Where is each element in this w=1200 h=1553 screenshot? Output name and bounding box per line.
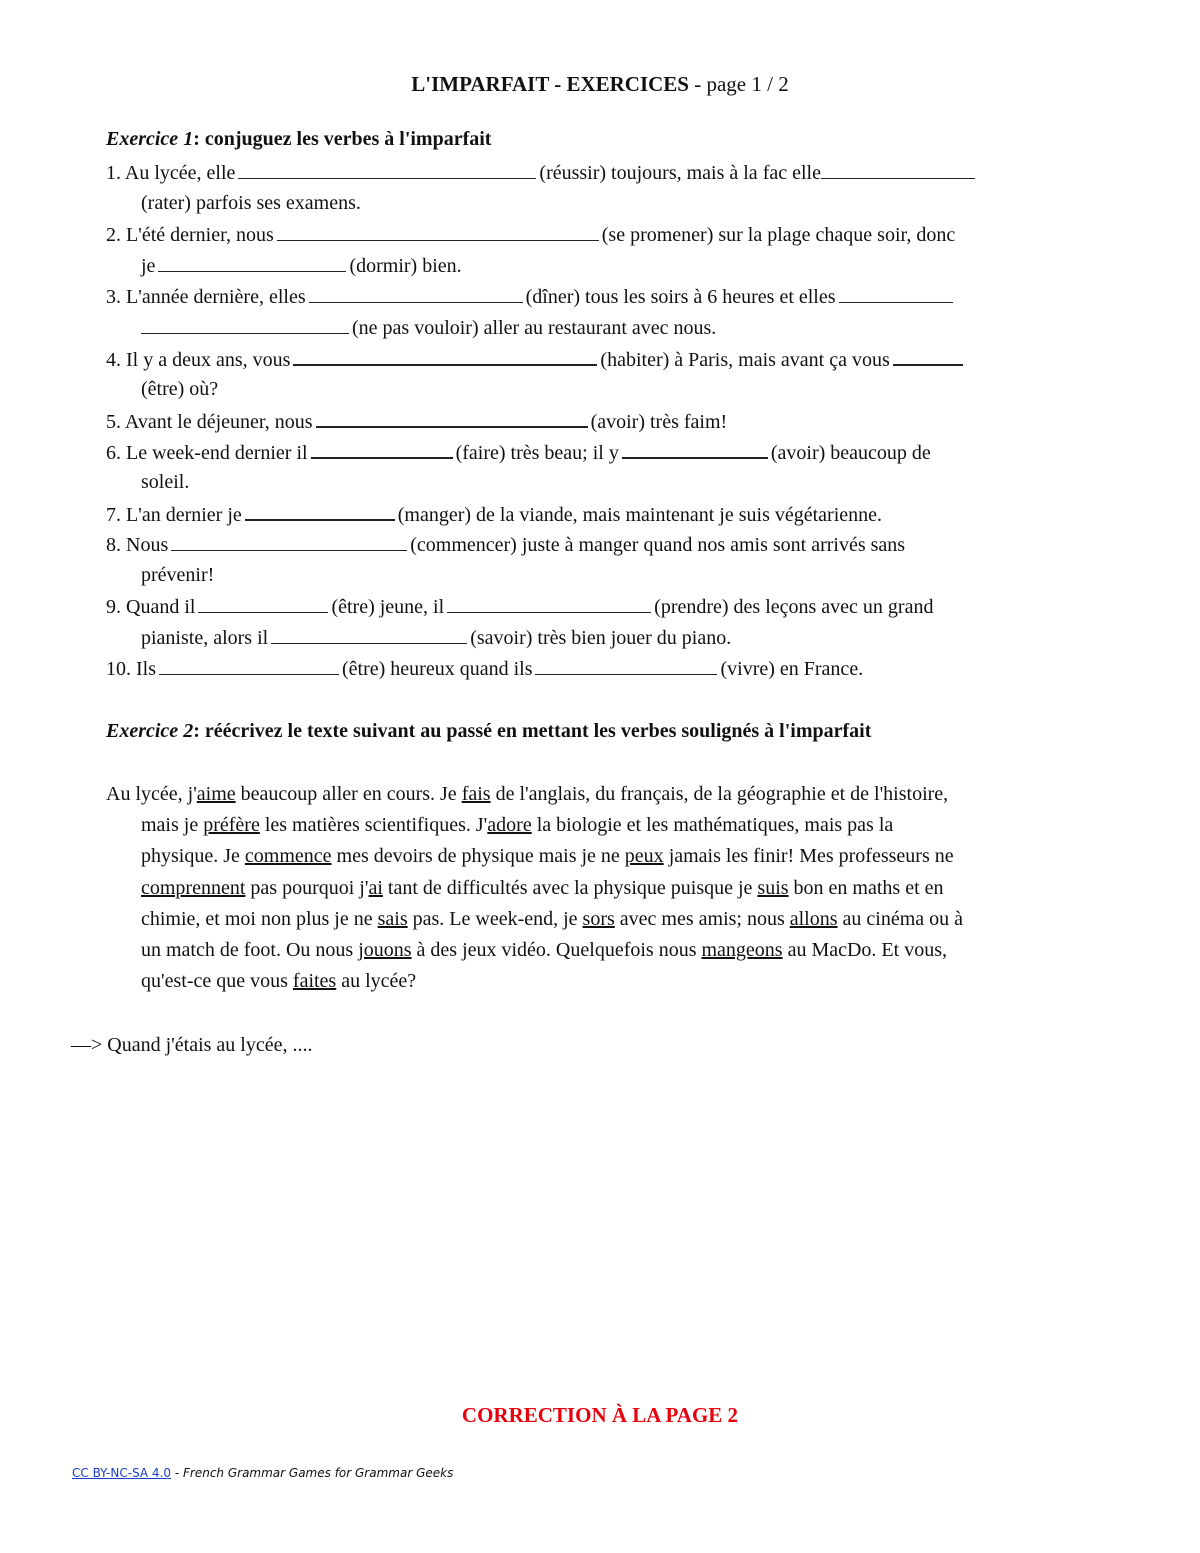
item-text: 7. L'an dernier je: [106, 504, 242, 526]
answer-blank[interactable]: [821, 160, 975, 179]
text: beaucoup aller en cours. Je: [235, 783, 462, 805]
answer-blank[interactable]: [447, 594, 651, 613]
text: au cinéma ou à: [837, 908, 964, 930]
answer-blank[interactable]: [271, 625, 467, 644]
list-item: [106, 532, 905, 557]
item-text: (ne pas vouloir) aller au restaurant avec nous.: [352, 317, 717, 339]
exercise2-heading: [106, 720, 871, 743]
paragraph-line: [141, 938, 947, 962]
underlined-verb: sais: [377, 908, 408, 930]
underlined-verb: commence: [244, 845, 332, 867]
answer-blank[interactable]: [622, 439, 768, 459]
item-text: (dîner) tous les soirs à 6 heures et elles: [525, 286, 836, 308]
text: les matières scientifiques. J': [259, 814, 488, 836]
underlined-verb: ai: [368, 877, 383, 899]
answer-start: [71, 1033, 312, 1057]
text: à des jeux vidéo. Quelquefois nous: [411, 939, 702, 961]
exercise1-heading: [106, 128, 491, 151]
text: qu'est-ce que vous: [141, 970, 293, 992]
item-text: (être) jeune, il: [331, 596, 445, 618]
answer-blank[interactable]: [158, 253, 346, 272]
list-item: [106, 346, 966, 372]
paragraph-line: [141, 844, 954, 868]
text: pas. Le week-end, je: [407, 908, 583, 930]
underlined-verb: aime: [196, 783, 236, 805]
item-text: 8. Nous: [106, 534, 169, 556]
item-text: (manger) de la viande, mais maintenant je suis végétarienne.: [397, 504, 883, 526]
list-item: [106, 160, 978, 185]
item-text: (commencer) juste à manger quand nos amis sont arrivés sans: [410, 534, 906, 556]
item-text: 10. Ils: [106, 658, 156, 680]
item-text: (prendre) des leçons avec un grand: [654, 596, 934, 618]
answer-blank[interactable]: [245, 501, 395, 521]
answer-blank[interactable]: [293, 346, 597, 366]
list-item: [106, 656, 863, 681]
answer-blank[interactable]: [839, 284, 953, 303]
text: de l'anglais, du français, de la géographie et de l'histoire,: [490, 783, 949, 805]
item-text: pianiste, alors il: [141, 627, 269, 649]
exercise1-instruction: : conjuguez les verbes à l'imparfait: [193, 128, 492, 150]
text: mais je: [141, 814, 204, 836]
answer-blank[interactable]: [238, 160, 536, 179]
paragraph-line: [141, 969, 416, 993]
item-text: (dormir) bien.: [349, 255, 462, 277]
text: jamais les finir! Mes professeurs ne: [663, 845, 954, 867]
item-text: (savoir) très bien jouer du piano.: [470, 627, 732, 649]
exercise2-label: Exercice 2: [106, 720, 194, 742]
answer-blank[interactable]: [535, 656, 717, 675]
item-text: 4. Il y a deux ans, vous: [106, 349, 291, 371]
text: tant de difficultés avec la physique puisque je: [382, 877, 758, 899]
answer-blank[interactable]: [159, 656, 339, 675]
underlined-verb: jouons: [358, 939, 412, 961]
text: au MacDo. Et vous,: [782, 939, 947, 961]
item-text: 1. Au lycée, elle: [106, 162, 236, 184]
footer-credit: - French Grammar Games for Grammar Geeks: [171, 1466, 454, 1480]
item-text: (avoir) très faim!: [590, 411, 728, 433]
underlined-verb: comprennent: [141, 877, 246, 899]
underlined-verb: sors: [582, 908, 615, 930]
underlined-verb: préfère: [203, 814, 260, 836]
item-text: (être) où?: [141, 378, 219, 400]
list-item-continuation: [141, 191, 361, 215]
underlined-verb: suis: [757, 877, 789, 899]
list-item-continuation: [141, 563, 214, 587]
item-text: (vivre) en France.: [720, 658, 864, 680]
item-text: (se promener) sur la plage chaque soir, donc: [601, 224, 956, 246]
item-text: 5. Avant le déjeuner, nous: [106, 411, 313, 433]
text: pas pourquoi j': [245, 877, 369, 899]
item-text: (habiter) à Paris, mais avant ça vous: [600, 349, 890, 371]
page-title: [0, 72, 1200, 97]
underlined-verb: mangeons: [701, 939, 783, 961]
paragraph-line: [106, 782, 948, 806]
paragraph-line: [141, 813, 893, 837]
text: physique. Je: [141, 845, 245, 867]
list-item: [106, 594, 933, 619]
text: la biologie et les mathématiques, mais pas la: [531, 814, 894, 836]
list-item: [106, 501, 882, 527]
item-text: 6. Le week-end dernier il: [106, 442, 308, 464]
text: avec mes amis; nous: [614, 908, 790, 930]
item-text: je: [141, 255, 156, 277]
text: chimie, et moi non plus je ne: [141, 908, 378, 930]
list-item: [106, 284, 956, 309]
title-page-number: - page 1 / 2: [688, 72, 789, 96]
text: Au lycée, j': [106, 783, 197, 805]
text: au lycée?: [336, 970, 417, 992]
license-link[interactable]: CC BY-NC-SA 4.0: [72, 1466, 172, 1480]
item-text: 9. Quand il: [106, 596, 196, 618]
answer-blank[interactable]: [198, 594, 328, 613]
paragraph-line: [141, 876, 944, 900]
correction-note: CORRECTION À LA PAGE 2: [461, 1403, 739, 1427]
list-item-continuation: [141, 315, 716, 340]
item-text: prévenir!: [141, 564, 215, 586]
answer-blank[interactable]: [893, 346, 963, 366]
underlined-verb: faites: [292, 970, 337, 992]
answer-blank[interactable]: [141, 315, 349, 334]
answer-blank[interactable]: [309, 284, 523, 303]
text: —> Quand j'étais au lycée, ....: [71, 1034, 313, 1056]
item-text: (rater) parfois ses examens.: [141, 192, 361, 214]
item-text: (faire) très beau; il y: [455, 442, 619, 464]
list-item-continuation: [141, 377, 218, 401]
text: un match de foot. Ou nous: [141, 939, 359, 961]
answer-blank[interactable]: [316, 408, 588, 428]
list-item-continuation: [141, 625, 731, 650]
underlined-verb: fais: [461, 783, 491, 805]
list-item: [106, 222, 955, 247]
text: mes devoirs de physique mais je ne: [331, 845, 625, 867]
item-text: (réussir) toujours, mais à la fac elle: [539, 162, 821, 184]
exercise2-instruction: : réécrivez le texte suivant au passé en mettant les verbes soulignés à l'imparfait: [193, 720, 872, 742]
footer: [72, 1466, 453, 1480]
item-text: 2. L'été dernier, nous: [106, 224, 274, 246]
title-main: L'IMPARFAIT - EXERCICES: [411, 72, 689, 96]
text: bon en maths et en: [788, 877, 944, 899]
list-item: [106, 408, 727, 434]
list-item-continuation: [141, 253, 462, 278]
item-text: 3. L'année dernière, elles: [106, 286, 306, 308]
answer-blank[interactable]: [171, 532, 407, 551]
exercise1-label: Exercice 1: [106, 128, 194, 150]
list-item: [106, 439, 931, 465]
paragraph-line: [141, 907, 963, 931]
answer-blank[interactable]: [311, 439, 453, 459]
underlined-verb: adore: [487, 814, 532, 836]
list-item-continuation: [141, 470, 189, 494]
underlined-verb: peux: [624, 845, 664, 867]
answer-blank[interactable]: [277, 222, 599, 241]
item-text: (avoir) beaucoup de: [770, 442, 931, 464]
item-text: soleil.: [141, 471, 190, 493]
underlined-verb: allons: [789, 908, 838, 930]
item-text: (être) heureux quand ils: [342, 658, 533, 680]
